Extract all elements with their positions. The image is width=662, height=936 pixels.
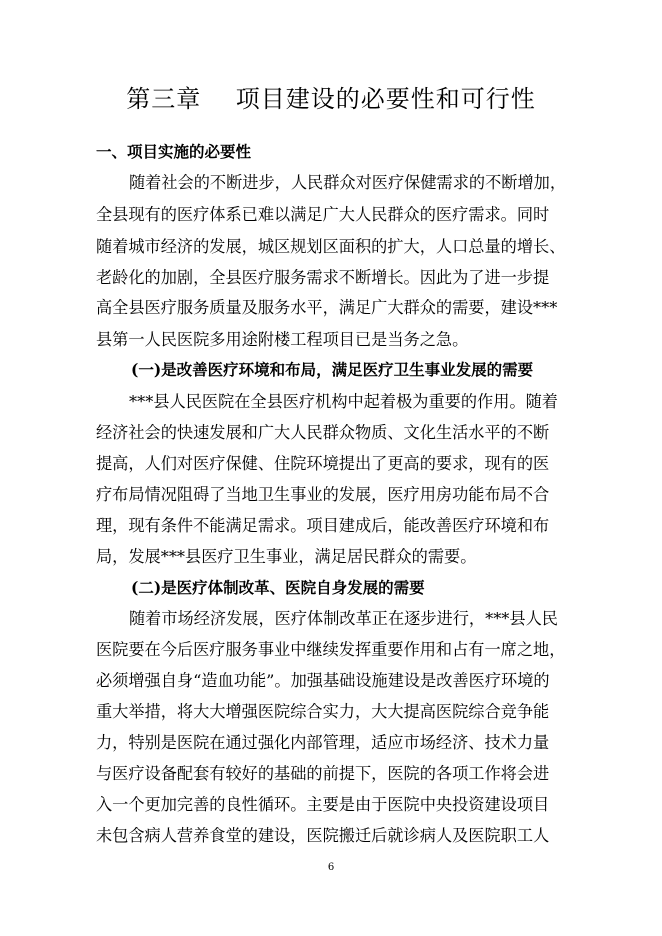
chapter-title: 第三章 项目建设的必要性和可行性 xyxy=(126,85,536,113)
paragraph-line: 必须增强自身“造血功能”。加强基础设施建设是改善医疗环境的 xyxy=(96,671,550,690)
paragraph-line: 理，现有条件不能满足需求。项目建成后，能改善医疗环境和布 xyxy=(96,516,550,535)
paragraph-line: 疗布局情况阻碍了当地卫生事业的发展，医疗用房功能布局不合 xyxy=(96,485,550,504)
paragraph-line: 全县现有的医疗体系已难以满足广大人民群众的医疗需求。同时 xyxy=(96,205,550,224)
paragraph-line: 局，发展***县医疗卫生事业，满足居民群众的需要。 xyxy=(96,547,477,566)
paragraph-line: ***县人民医院在全县医疗机构中起着极为重要的作用。随着 xyxy=(129,392,558,411)
paragraph-line: 高全县医疗服务质量及服务水平，满足广大群众的需要，建设*** xyxy=(96,298,558,317)
paragraph-line: 力，特别是医院在通过强化内部管理，适应市场经济、技术力量 xyxy=(96,733,550,752)
paragraph-line: 提高，人们对医疗保健、住院环境提出了更高的要求，现有的医 xyxy=(96,454,550,473)
paragraph-line: 随着城市经济的发展，城区规划区面积的扩大，人口总量的增长、 xyxy=(96,237,566,256)
page-number: 6 xyxy=(327,862,335,873)
paragraph-line: 老龄化的加剧，全县医疗服务需求不断增长。因此为了进一步提 xyxy=(96,268,550,287)
section-heading: 一、项目实施的必要性 xyxy=(96,142,252,161)
paragraph-line: 经济社会的快速发展和广大人民群众物质、文化生活水平的不断 xyxy=(96,423,550,442)
paragraph-line: 医院要在今后医疗服务事业中继续发挥重要作用和占有一席之地， xyxy=(96,640,566,659)
paragraph-line: 入一个更加完善的良性循环。主要是由于医院中央投资建设项目 xyxy=(96,795,550,814)
paragraph-line: 未包含病人营养食堂的建设，医院搬迁后就诊病人及医院职工人 xyxy=(96,826,550,845)
subsection-heading: (二)是医疗体制改革、医院自身发展的需要 xyxy=(131,578,425,597)
paragraph-line: 随着市场经济发展，医疗体制改革正在逐步进行，***县人民 xyxy=(129,609,558,628)
paragraph-line: 随着社会的不断进步，人民群众对医疗保健需求的不断增加， xyxy=(129,173,567,192)
paragraph-line: 重大举措，将大大增强医院综合实力，大大提高医院综合竞争能 xyxy=(96,702,550,721)
paragraph-line: 县第一人民医院多用途附楼工程项目已是当务之急。 xyxy=(96,330,469,349)
subsection-heading: (一)是改善医疗环境和布局，满足医疗卫生事业发展的需要 xyxy=(131,360,534,379)
paragraph-line: 与医疗设备配套有较好的基础的前提下，医院的各项工作将会进 xyxy=(96,764,550,783)
